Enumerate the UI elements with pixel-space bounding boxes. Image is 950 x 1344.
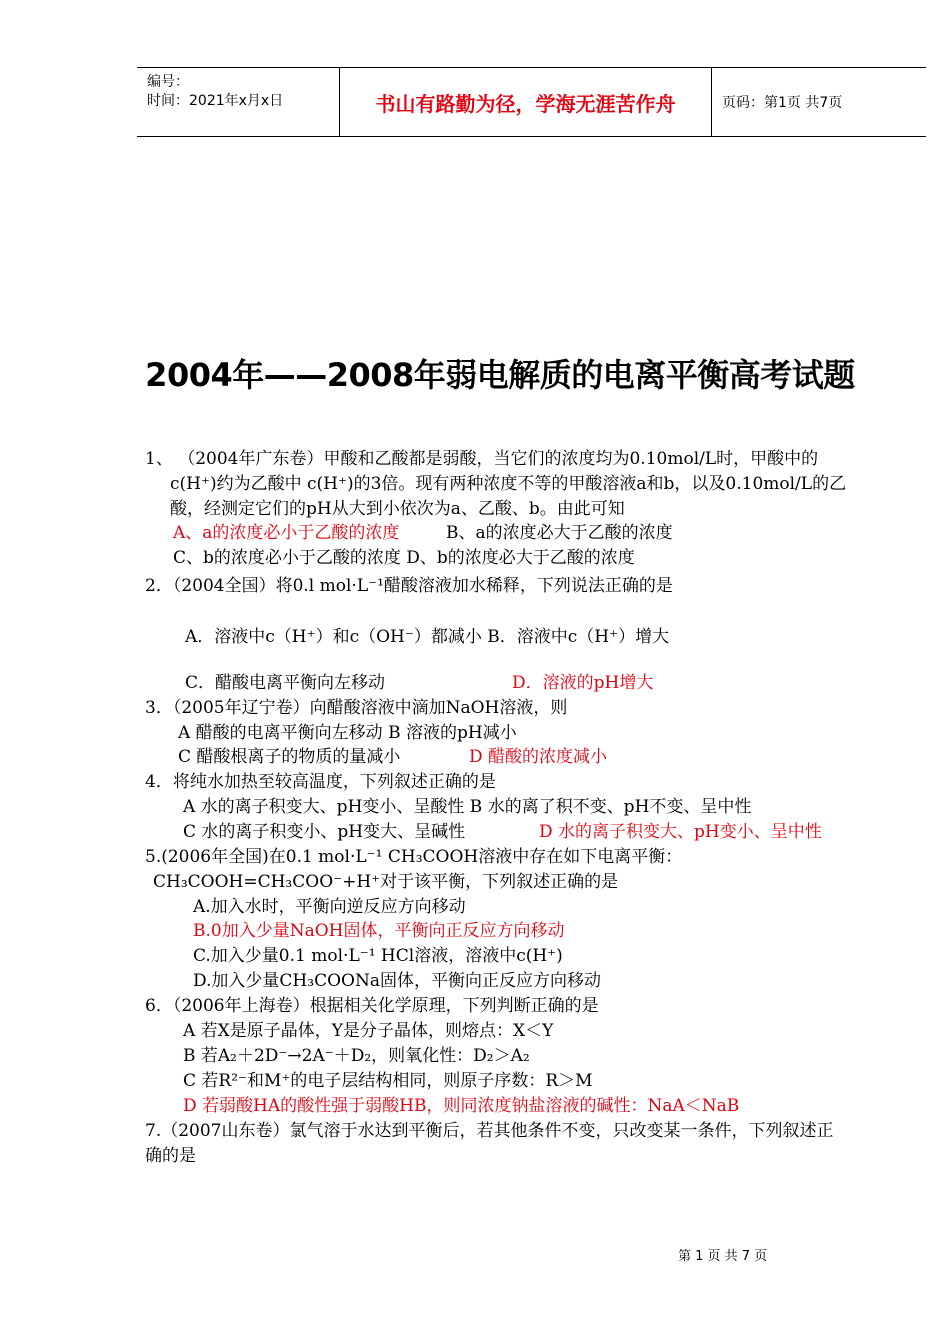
q2-stem: 2．（2004全国）将0.l mol·L⁻¹醋酸溶液加水稀释，下列说法正确的是 [145,576,673,596]
document-header [137,67,926,137]
q6-option-c: C 若R²⁻和M⁺的电子层结构相同，则原子序数：R＞M [183,1071,593,1091]
q5-option-c: C.加入少量0.1 mol·L⁻¹ HCl溶液，溶液中c(H⁺) [193,946,563,966]
q3-option-c: C 醋酸根离子的物质的量减小 [178,747,401,767]
header-motto: 书山有路勤为径，学海无涯苦作舟 [340,68,712,136]
document-title: 2004年——2008年弱电解质的电离平衡高考试题 [145,356,855,394]
q6-stem: 6．（2006年上海卷）根据相关化学原理，下列判断正确的是 [145,996,599,1016]
serial-number-label: 编号： [147,74,189,90]
q1-line-3: 酸，经测定它们的pH从大到小依次为a、乙酸、b。由此可知 [170,499,625,519]
q4-option-d-answer: D 水的离子积变大、pH变小、呈中性 [539,822,822,842]
header-info-cell [137,68,340,136]
q2-option-c: C．醋酸电离平衡向左移动 [185,673,386,693]
q3-stem: 3．（2005年辽宁卷）向醋酸溶液中滴加NaOH溶液，则 [145,698,568,718]
q4-option-c: C 水的离子积变小、pH变大、呈碱性 [183,822,466,842]
q5-equation: CH₃COOH=CH₃COO⁻+H⁺对于该平衡，下列叙述正确的是 [153,872,619,892]
q5-stem: 5.(2006年全国)在0.1 mol·L⁻¹ CH₃COOH溶液中存在如下电离平衡： [145,847,683,867]
q7-stem-line-1: 7.（2007山东卷）氯气溶于水达到平衡后，若其他条件不变，只改变某一条件，下列叙述正 [145,1121,834,1141]
q7-stem-line-2: 确的是 [145,1146,196,1166]
q5-option-a: A.加入水时，平衡向逆反应方向移动 [193,897,466,917]
q3-options-ab: A 醋酸的电离平衡向左移动 B 溶液的pH减小 [178,723,517,743]
q4-options-ab: A 水的离子积变大、pH变小、呈酸性 B 水的离了积不变、pH不变、呈中性 [183,797,752,817]
q1-line-1: 1、 （2004年广东卷）甲酸和乙酸都是弱酸，当它们的浓度均为0.10mol/L时，甲酸中的 [145,449,819,469]
q4-stem: 4．将纯水加热至较高温度，下列叙述正确的是 [145,772,496,792]
q1-line-2: c(H⁺)约为乙酸中 c(H⁺)的3倍。现有两种浓度不等的甲酸溶液a和b，以及0.10mol/L的乙 [170,474,847,494]
q2-option-d-answer: D．溶液的pH增大 [512,673,654,693]
header-page-info: 页码：第1页 共7页 [722,95,843,111]
q5-option-d: D.加入少量CH₃COONa固体，平衡向正反应方向移动 [193,971,601,991]
page-footer: 第 1 页 共 7 页 [678,1249,768,1264]
q1-option-a-answer: A、a的浓度必小于乙酸的浓度 [173,523,400,543]
q2-options-ab: A．溶液中c（H⁺）和c（OH⁻）都减小 B．溶液中c（H⁺）增大 [185,627,670,647]
q5-option-b-answer: B.0加入少量NaOH固体，平衡向正反应方向移动 [193,921,565,941]
q6-option-a: A 若X是原子晶体，Y是分子晶体，则熔点：X＜Y [183,1021,554,1041]
date-label: 时间：2021年x月x日 [147,93,284,109]
q3-option-d-answer: D 醋酸的浓度减小 [469,747,608,767]
q6-option-d-answer: D 若弱酸HA的酸性强于弱酸HB，则同浓度钠盐溶液的碱性：NaA＜NaB [183,1096,740,1116]
q1-options-cd: C、b的浓度必小于乙酸的浓度 D、b的浓度必大于乙酸的浓度 [173,548,635,568]
q1-option-b: B、a的浓度必大于乙酸的浓度 [446,523,673,543]
q6-option-b: B 若A₂＋2D⁻→2A⁻＋D₂，则氧化性：D₂＞A₂ [183,1046,530,1066]
